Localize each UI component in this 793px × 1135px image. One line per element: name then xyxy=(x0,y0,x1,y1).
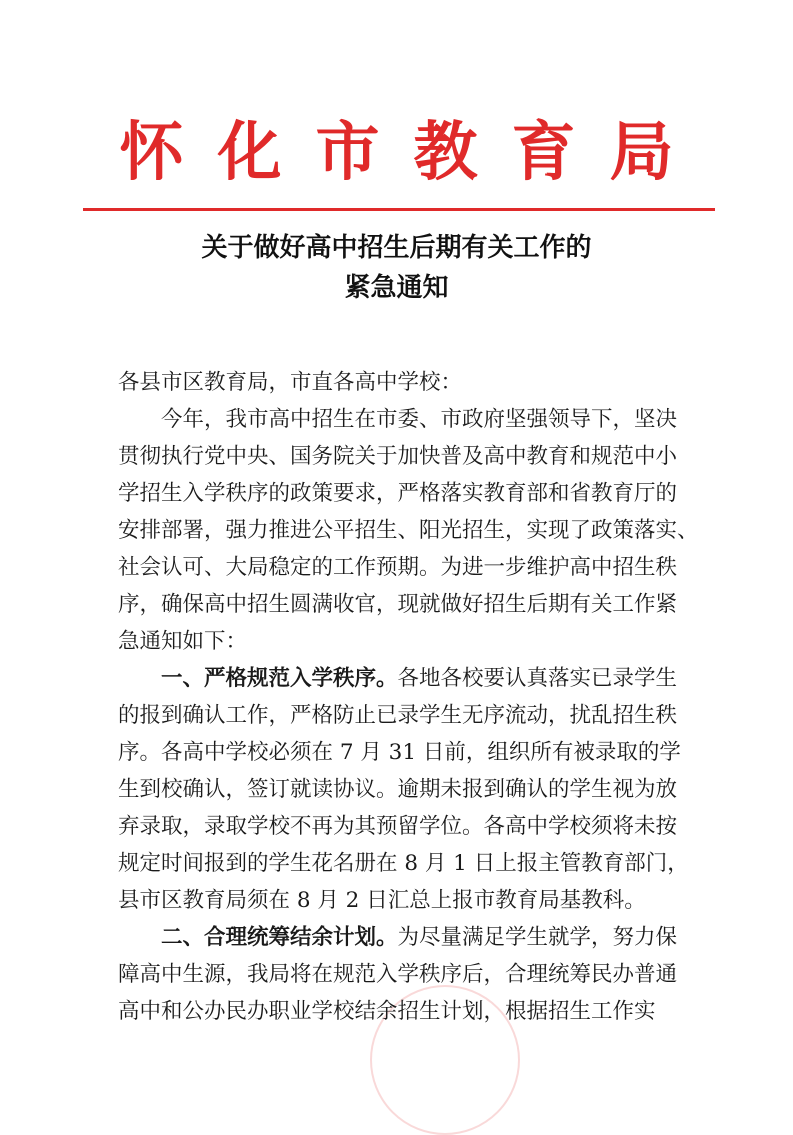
intro-line: 社会认可、大局稳定的工作预期。为进一步维护高中招生秩 xyxy=(118,555,678,580)
document-title xyxy=(0,228,793,308)
section-1-line: 弃录取，录取学校不再为其预留学位。各高中学校须将未按 xyxy=(118,814,678,839)
section-1-line: 序。各高中学校必须在 7 月 31 日前，组织所有被录取的学 xyxy=(118,740,681,765)
document-body xyxy=(118,364,699,1030)
section-1-first-line xyxy=(118,660,686,697)
intro-line: 今年，我市高中招生在市委、市政府坚强领导下，坚决 xyxy=(161,407,678,432)
intro-line: 贯彻执行党中央、国务院关于加快普及高中教育和规范中小 xyxy=(118,444,678,469)
section-2-heading: 二、合理统筹结余计划。 xyxy=(161,925,398,950)
section-2-first-text: 为尽量满足学生就学，努力保 xyxy=(397,925,678,950)
section-1-line: 的报到确认工作，严格防止已录学生无序流动，扰乱招生秩 xyxy=(118,703,678,728)
section-2-first-line xyxy=(118,919,686,956)
section-1-line: 县市区教育局须在 8 月 2 日汇总上报市教育局基教科。 xyxy=(118,888,646,913)
document-title-line-1: 关于做好高中招生后期有关工作的 xyxy=(201,233,592,263)
intro-line: 安排部署，强力推进公平招生、阳光招生，实现了政策落实、 xyxy=(118,518,699,543)
document-title-line-2: 紧急通知 xyxy=(344,273,449,303)
letterhead-org-name: 怀化市教育局 xyxy=(119,115,708,190)
intro-line: 序，确保高中招生圆满收官，现就做好招生后期有关工作紧 xyxy=(118,592,678,617)
salutation: 各县市区教育局，市直各高中学校： xyxy=(118,370,463,395)
letterhead-red-rule xyxy=(83,208,715,211)
section-1-line: 规定时间报到的学生花名册在 8 月 1 日上报主管教育部门， xyxy=(118,851,689,876)
intro-line: 学招生入学秩序的政策要求，严格落实教育部和省教育厅的 xyxy=(118,481,678,506)
section-1-line: 生到校确认，签订就读协议。逾期未报到确认的学生视为放 xyxy=(118,777,678,802)
intro-line: 急通知如下： xyxy=(118,629,248,654)
section-2-line: 高中和公办民办职业学校结余招生计划，根据招生工作实 xyxy=(118,999,656,1024)
section-1-first-text: 各地各校要认真落实已录学生 xyxy=(397,666,678,691)
section-1-heading: 一、严格规范入学秩序。 xyxy=(161,666,398,691)
section-2-line: 障高中生源，我局将在规范入学秩序后，合理统筹民办普通 xyxy=(118,962,678,987)
